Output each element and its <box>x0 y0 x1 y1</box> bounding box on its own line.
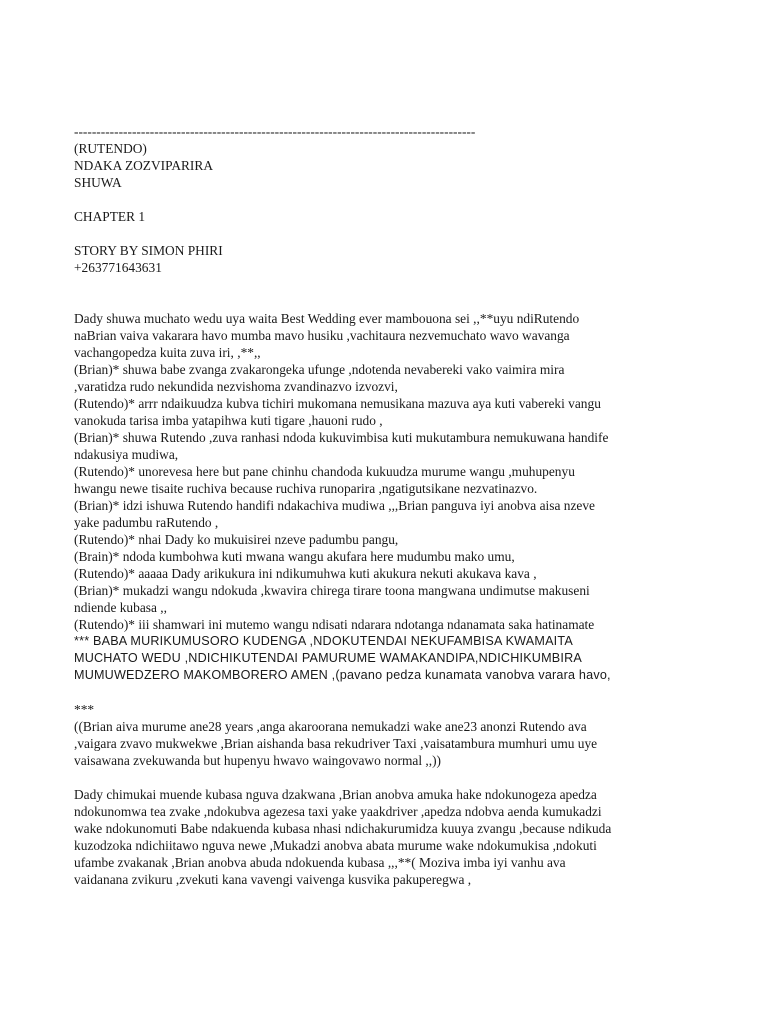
spacer <box>74 769 724 786</box>
body-line: vachangopedza kuita zuva iri, ,**,, <box>74 345 261 360</box>
chapter-heading: CHAPTER 1 <box>74 209 146 224</box>
body-line: (Brian)* shuwa babe zvanga zvakarongeka ufunge ,ndotenda nevabereki vako vaimira mira <box>74 362 565 377</box>
closing-line: Dady chimukai muende kubasa nguva dzakwana ,Brian anobva amuka hake ndokunogeza apedza <box>74 787 597 802</box>
prayer-line: MUMUWEDZERO MAKOMBORERO AMEN ,(pavano pedza kunamata vanobva varara havo, <box>74 668 611 682</box>
story-title <box>74 140 724 191</box>
phone-number: +263771643631 <box>74 260 162 275</box>
spacer <box>74 276 724 293</box>
closing-paragraph <box>74 786 724 888</box>
title-line: SHUWA <box>74 175 122 190</box>
prayer-line: *** BABA MURIKUMUSORO KUDENGA ,NDOKUTENDAI NEKUFAMBISA KWAMAITA <box>74 634 573 648</box>
spacer <box>74 684 724 701</box>
closing-line: wake ndokunomuti Babe ndakuenda kubasa nhasi ndichakurumidza kuuya zvangu ,because ndikuda <box>74 821 612 836</box>
body-line: hwangu newe tisaite ruchiva because ruchiva runoparira ,ngatigutsikane nezvatinazvo. <box>74 481 538 496</box>
separator-rule: ------------------------------------------------------------------------------------------ <box>74 124 476 139</box>
body-line: (Rutendo)* aaaaa Dady arikukura ini ndikumuhwa kuti akukura nekuti akukava kava , <box>74 566 537 581</box>
section-separator: *** <box>74 702 95 717</box>
closing-line: vaidanana zvikuru ,zvekuti kana vavengi vaivenga kusvika pakuperegwa , <box>74 872 472 887</box>
note-line: vaisawana zvekuwanda but hupenyu hwavo waingovawo normal ,,)) <box>74 753 442 768</box>
closing-line: kuzodzoka ndichiitawo nguva newe ,Mukadzi anobva abata murume wake ndokumukisa ,ndokuti <box>74 838 597 853</box>
document-page <box>74 123 724 888</box>
body-line: (Rutendo)* nhai Dady ko mukuisirei nzeve padumbu pangu, <box>74 532 399 547</box>
body-line: (Rutendo)* arrr ndaikuudza kubva tichiri mukomana nemusikana mazuva aya kuti vabereki vangu <box>74 396 601 411</box>
body-line: vanokuda tarisa imba yatapihwa kuti tigare ,hauoni rudo , <box>74 413 383 428</box>
body-line: ndiende kubasa ,, <box>74 600 167 615</box>
note-line: ,vaigara zvavo mukwekwe ,Brian aishanda basa rekudriver Taxi ,vaisatambura mumhuri umu uye <box>74 736 598 751</box>
spacer <box>74 191 724 208</box>
body-line: yake padumbu raRutendo , <box>74 515 219 530</box>
body-line: naBrian vaiva vakarara havo mumba mavo husiku ,vachitaura nezvemuchato wavo wavanga <box>74 328 570 343</box>
spacer <box>74 293 724 310</box>
body-line: (Brian)* idzi ishuwa Rutendo handifi ndakachiva mudiwa ,,,Brian panguva iyi anobva aisa nzeve <box>74 498 595 513</box>
closing-line: ndokunomwa tea zvake ,ndokubva agezesa taxi yake yaakdriver ,apedza ndobva aenda kumukadzi <box>74 804 602 819</box>
closing-line: ufambe zvakanak ,Brian anobva abuda ndokuenda kubasa ,,,**( Moziva imba iyi vanhu ava <box>74 855 566 870</box>
story-body <box>74 310 724 633</box>
prayer-line: MUCHATO WEDU ,NDICHIKUTENDAI PAMURUME WAMAKANDIPA,NDICHIKUMBIRA <box>74 651 582 665</box>
body-line: (Brain)* ndoda kumbohwa kuti mwana wangu akufara here mudumbu mako umu, <box>74 549 515 564</box>
spacer <box>74 225 724 242</box>
narrator-note <box>74 718 724 769</box>
body-line: (Rutendo)* iii shamwari ini mutemo wangu ndisati ndarara ndotanga ndanamata saka hatinamate <box>74 617 595 632</box>
body-line: ,varatidza rudo nekundida nezvishoma zvandinazvo izvozvi, <box>74 379 398 394</box>
author-line: STORY BY SIMON PHIRI <box>74 243 223 258</box>
body-line: (Brian)* shuwa Rutendo ,zuva ranhasi ndoda kukuvimbisa kuti mukutambura nemukuwana handife <box>74 430 609 445</box>
title-line: NDAKA ZOZVIPARIRA <box>74 158 213 173</box>
body-line: Dady shuwa muchato wedu uya waita Best Wedding ever mambouona sei ,,**uyu ndiRutendo <box>74 311 580 326</box>
prayer-text <box>74 633 724 684</box>
body-line: ndakusiya mudiwa, <box>74 447 179 462</box>
title-line: (RUTENDO) <box>74 141 147 156</box>
note-line: ((Brian aiva murume ane28 years ,anga akaroorana nemukadzi wake ane23 anonzi Rutendo ava <box>74 719 587 734</box>
body-line: (Rutendo)* unorevesa here but pane chinhu chandoda kukuudza murume wangu ,muhupenyu <box>74 464 575 479</box>
body-line: (Brian)* mukadzi wangu ndokuda ,kwavira chirega tirare toona mangwana undimutse makuseni <box>74 583 590 598</box>
